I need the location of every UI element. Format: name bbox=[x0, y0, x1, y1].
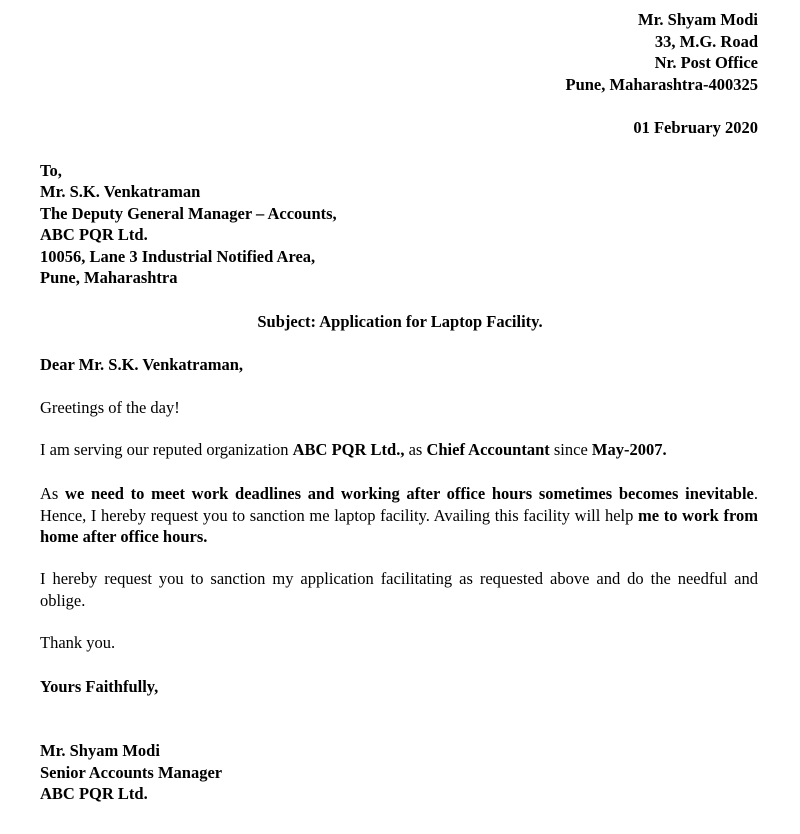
recipient-address-line2: Pune, Maharashtra bbox=[40, 268, 178, 287]
para1-text3: since bbox=[549, 440, 592, 459]
thanks: Thank you. bbox=[40, 633, 116, 652]
paragraph-request bbox=[40, 483, 758, 548]
signature-name: Mr. Shyam Modi bbox=[40, 741, 160, 760]
recipient-company: ABC PQR Ltd. bbox=[40, 225, 148, 244]
letter-date: 01 February 2020 bbox=[633, 118, 758, 137]
para2-benefit: me to work from home after office hours. bbox=[40, 505, 758, 546]
recipient-to: To, bbox=[40, 161, 62, 180]
recipient-designation: The Deputy General Manager – Accounts, bbox=[40, 204, 337, 223]
para2-text2: . Hence, I hereby request you to sanction me laptop facility. Availing this facility will help bbox=[40, 484, 758, 525]
para1-text2: as bbox=[404, 440, 427, 459]
para1-position: Chief Accountant bbox=[426, 440, 550, 459]
recipient-name: Mr. S.K. Venkatraman bbox=[40, 182, 201, 201]
para1-since: May-2007. bbox=[591, 440, 667, 459]
sender-address-line3: Pune, Maharashtra-400325 bbox=[565, 75, 758, 94]
sender-address-line2: Nr. Post Office bbox=[654, 53, 758, 72]
para2-reason: we need to meet work deadlines and working after office hours sometimes becomes inevitable bbox=[65, 484, 754, 503]
paragraph-service bbox=[40, 439, 667, 460]
signature-designation: Senior Accounts Manager bbox=[40, 763, 223, 782]
recipient-address-line1: 10056, Lane 3 Industrial Notified Area, bbox=[40, 247, 316, 266]
para2-text1: As bbox=[40, 484, 66, 503]
subject-line: Subject: Application for Laptop Facility. bbox=[257, 312, 543, 331]
salutation: Dear Mr. S.K. Venkatraman, bbox=[40, 355, 244, 374]
greeting: Greetings of the day! bbox=[40, 398, 180, 417]
paragraph-closing-request: I hereby request you to sanction my application facilitating as requested above and do the needful and oblige. bbox=[40, 569, 758, 610]
closing: Yours Faithfully, bbox=[40, 677, 159, 696]
para1-company: ABC PQR Ltd., bbox=[292, 440, 405, 459]
para1-text1: I am serving our reputed organization bbox=[40, 440, 293, 459]
signature-company: ABC PQR Ltd. bbox=[40, 784, 148, 803]
sender-name: Mr. Shyam Modi bbox=[638, 10, 758, 29]
sender-address-line1: 33, M.G. Road bbox=[654, 32, 758, 51]
